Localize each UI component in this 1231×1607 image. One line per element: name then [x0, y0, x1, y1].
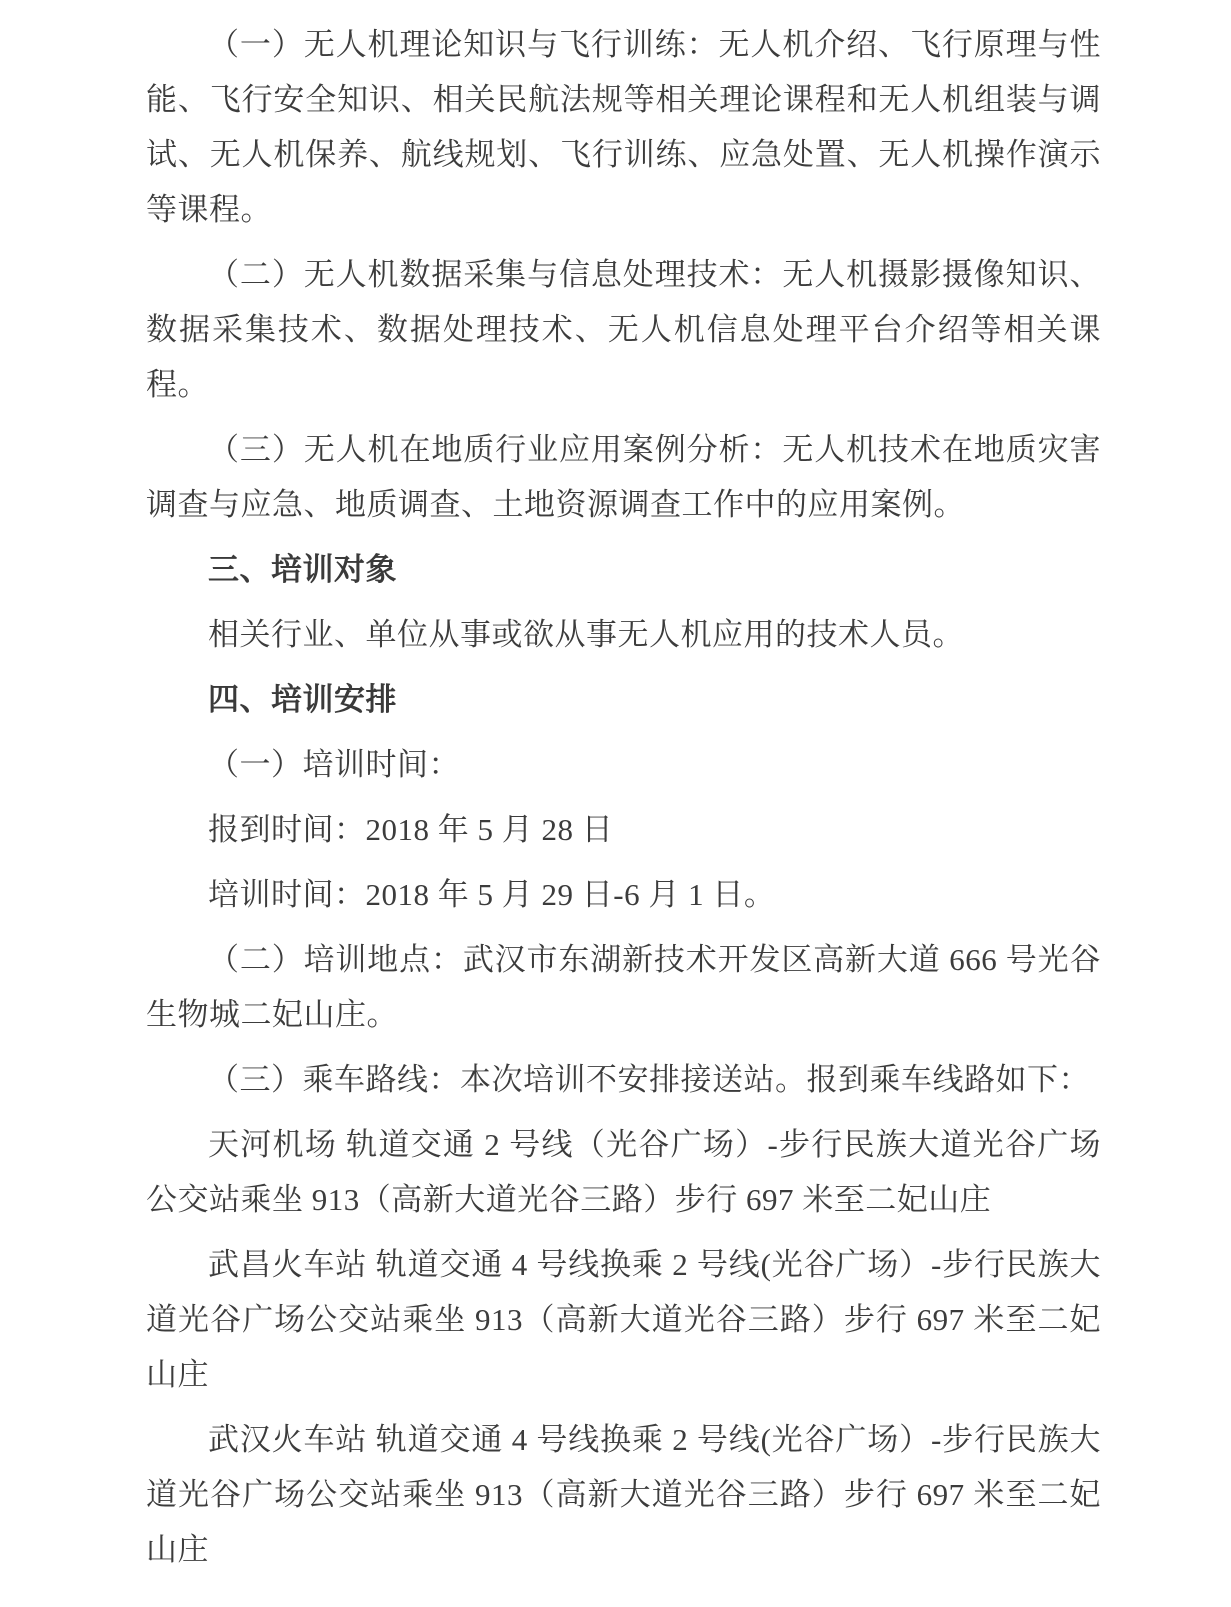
paragraph: （二）培训地点：武汉市东湖新技术开发区高新大道 666 号光谷生物城二妃山庄。	[146, 942, 1101, 1032]
document-content	[146, 17, 1101, 1577]
section-heading: 四、培训安排	[208, 682, 397, 717]
paragraph: 武汉火车站 轨道交通 4 号线换乘 2 号线(光谷广场）-步行民族大道光谷广场公交站乘坐 913（高新大道光谷三路）步行 697 米至二妃山庄	[146, 1422, 1101, 1567]
paragraph: 相关行业、单位从事或欲从事无人机应用的技术人员。	[208, 617, 964, 652]
paragraph: 天河机场 轨道交通 2 号线（光谷广场）-步行民族大道光谷广场公交站乘坐 913（高新大道光谷三路）步行 697 米至二妃山庄	[146, 1127, 1101, 1217]
paragraph: 武昌火车站 轨道交通 4 号线换乘 2 号线(光谷广场）-步行民族大道光谷广场公交站乘坐 913（高新大道光谷三路）步行 697 米至二妃山庄	[146, 1247, 1101, 1392]
paragraph: （三）无人机在地质行业应用案例分析：无人机技术在地质灾害调查与应急、地质调查、土地资源调查工作中的应用案例。	[146, 432, 1101, 522]
paragraph: （一）培训时间：	[208, 747, 460, 782]
paragraph: （二）无人机数据采集与信息处理技术：无人机摄影摄像知识、数据采集技术、数据处理技术、无人机信息处理平台介绍等相关课程。	[146, 257, 1101, 402]
paragraph: 报到时间：2018 年 5 月 28 日	[208, 812, 614, 847]
paragraph: （三）乘车路线：本次培训不安排接送站。报到乘车线路如下：	[208, 1062, 1090, 1097]
paragraph: 培训时间：2018 年 5 月 29 日-6 月 1 日。	[208, 877, 776, 912]
section-heading: 三、培训对象	[208, 552, 397, 587]
paragraph: （一）无人机理论知识与飞行训练：无人机介绍、飞行原理与性能、飞行安全知识、相关民航法规等相关理论课程和无人机组装与调试、无人机保养、航线规划、飞行训练、应急处置、无人机操作演示等课程。	[146, 27, 1101, 227]
